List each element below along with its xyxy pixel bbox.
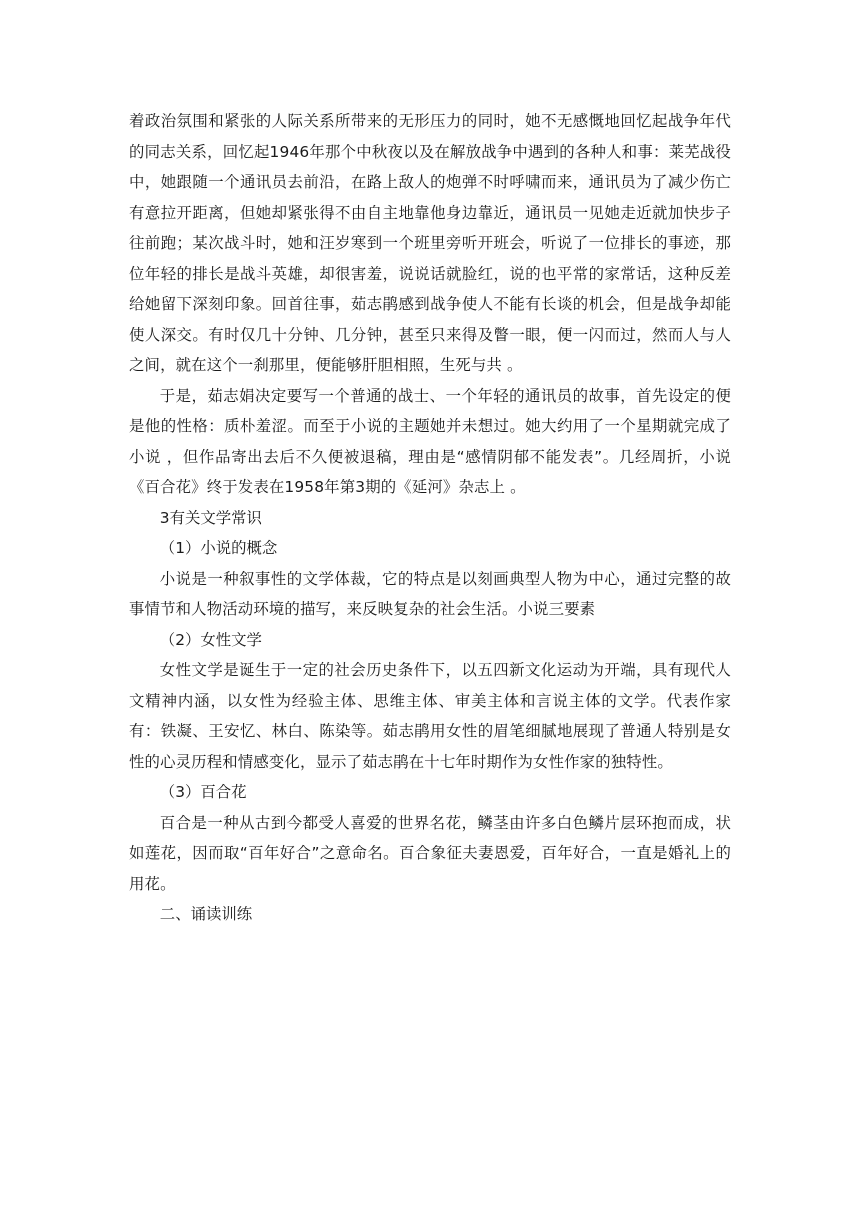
paragraph-female-literature: 女性文学是诞生于一定的社会历史条件下，以五四新文化运动为开端，具有现代人文精神内涵，以女性为经验主体、思维主体、审美主体和言说主体的文学。代表作家有：铁凝、王安忆、林白、陈染等。茹志鹃用女性的眉笔细腻地展现了普通人特别是女性的心灵历程和情感变化，显示了茹志鹃在十七年时期作为女性作家的独特性。 (129, 661, 731, 771)
paragraph-lily: 百合是一种从古到今都受人喜爱的世界名花，鳞茎由许多白色鳞片层环抱而成，状如莲花，因而取“百年好合”之意命名。百合象征夫妻恩爱，百年好合，一直是婚礼上的用花。 (129, 813, 731, 893)
paragraph-writing-story: 于是，茹志娟决定要写一个普通的战士、一个年轻的通讯员的故事，首先设定的便是他的性格：质朴羞涩。而至于小说的主题她并未想过。她大约用了一个星期就完成了小说 ，但作品寄出去后不久便被退稿，理由是“感情阴郁不能发表”。几经周折，小说《百合花》终于发表在1958年第3期的《延河》杂志上 。 (129, 386, 731, 496)
paragraph-war-memories: 着政治氛围和紧张的人际关系所带来的无形压力的同时，她不无感慨地回忆起战争年代的同志关系，回忆起1946年那个中秋夜以及在解放战争中遇到的各种人和事：莱芜战役中，她跟随一个通讯员去前沿，在路上敌人的炮弹不时呼啸而来，通讯员为了减少伤亡有意拉开距离，但她却紧张得不由自主地靠他身边靠近，通讯员一见她走近就加快步子往前跑；某次战斗时，她和汪岁寒到一个班里旁听开班会，听说了一位排长的事迹，那位年轻的排长是战斗英雄，却很害羞，说说话就脸红，说的也平常的家常话，这种反差给她留下深刻印象。回首往事，茹志鹃感到战争使人不能有长谈的机会，但是战争却能使人深交。有时仅几十分钟、几分钟，甚至只来得及瞥一眼，便一闪而过，然而人与人之间，就在这个一刹那里，便能够肝胆相照，生死与共 。 (129, 112, 731, 374)
paragraph-novel-concept: 小说是一种叙事性的文学体裁，它的特点是以刻画典型人物为中心，通过完整的故事情节和人物活动环境的描写，来反映复杂的社会生活。小说三要素 (129, 569, 731, 618)
subheading-lily: （3）百合花 (159, 783, 247, 801)
subheading-novel-concept: （1）小说的概念 (159, 539, 278, 557)
subheading-female-literature: （2）女性文学 (159, 630, 262, 649)
section-heading-literary-knowledge: 3有关文学常识 (159, 508, 262, 527)
document-body (129, 106, 731, 930)
section-heading-recitation: 二、诵读训练 (159, 905, 253, 923)
